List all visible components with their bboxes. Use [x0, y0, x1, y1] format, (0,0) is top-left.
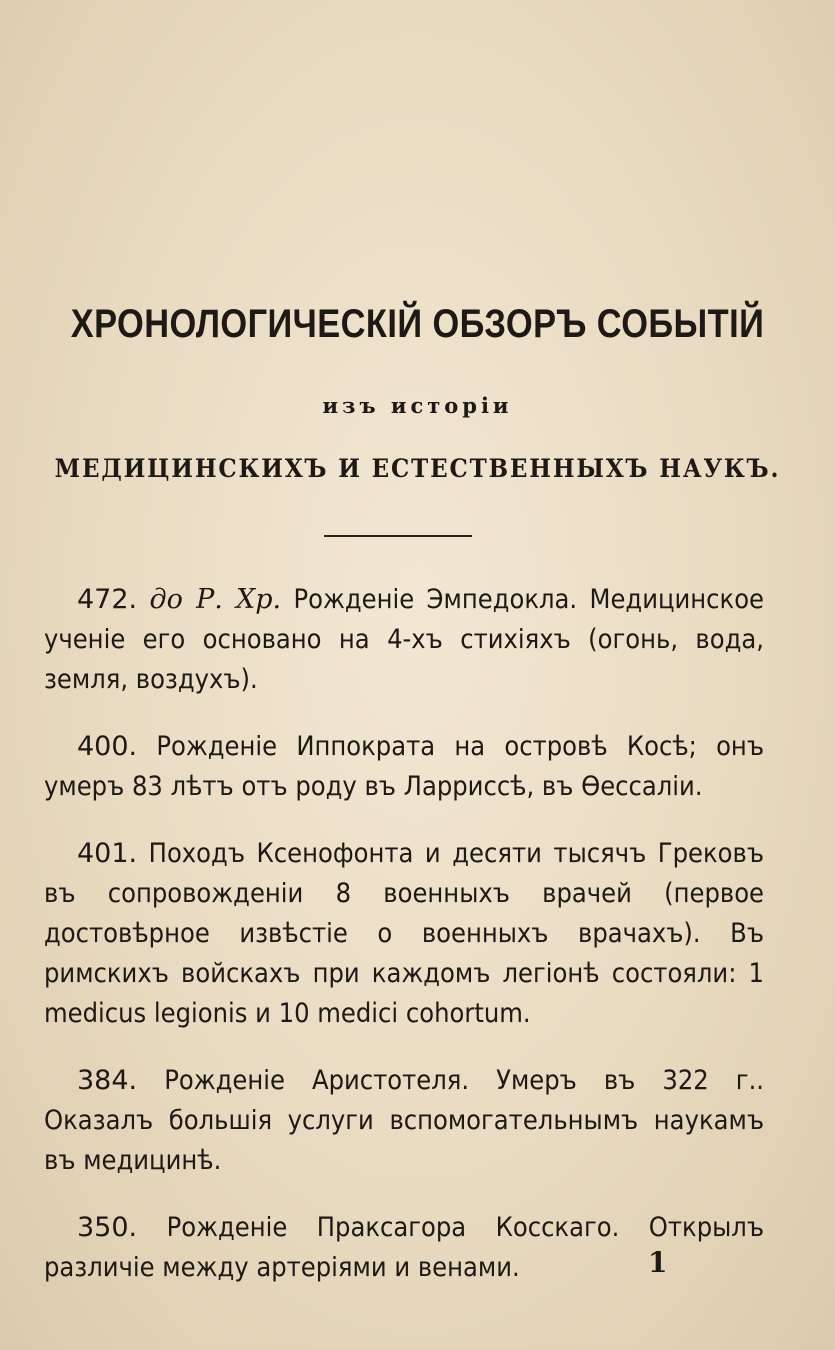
page-subtitle-sciences: МЕДИЦИНСКИХЪ И ЕСТЕСТВЕННЫХЪ НАУКЪ.: [54, 454, 781, 483]
page-subtitle: изъ исторіи: [322, 393, 513, 418]
entry-year: 401.: [77, 838, 138, 869]
entry-text: Рожденіе Праксагора Косскаго. Открылъ различіе между артеріями и венами.: [44, 1212, 764, 1283]
chronology-list: [44, 580, 764, 1296]
entry-year: 384.: [77, 1065, 138, 1096]
entry-text: Рожденіе Эмпедокла. Медицинское ученіе его основано на 4-хъ стихіяхъ (огонь, вода, земля, воздухъ).: [44, 584, 765, 695]
page-number: 1: [648, 1246, 668, 1279]
entry-year: 400.: [77, 731, 138, 762]
entry-year: 350.: [77, 1212, 138, 1243]
page-title: ХРОНОЛОГИЧЕСКІЙ ОБЗОРЪ СОБЫТІЙ: [70, 302, 765, 346]
title-divider: [324, 535, 472, 537]
entry-era: до Р. Хр.: [149, 584, 282, 615]
entry-text: Рожденіе Аристотеля. Умеръ въ 322 г.. Оказалъ большія услуги вспомогательнымъ наукамъ въ медицинѣ.: [44, 1065, 764, 1176]
entry-text: Рожденіе Иппократа на островѣ Косѣ; онъ умеръ 83 лѣтъ отъ роду въ Ларриссѣ, въ Ѳессаліи.: [44, 731, 764, 802]
chronology-entry: [44, 1061, 764, 1181]
chronology-entry: [44, 834, 764, 1034]
entry-year: 472.: [77, 584, 138, 615]
chronology-entry: [44, 580, 764, 700]
entry-text: Походъ Ксенофонта и десяти тысячъ Грековъ въ сопровожденіи 8 военныхъ врачей (первое достовѣрное извѣстіе о военныхъ врачахъ). Въ римскихъ войскахъ при каждомъ легіонѣ состояли: 1 medicus legionis и 10 medici cohortum.: [44, 838, 764, 1029]
chronology-entry: [44, 727, 764, 807]
